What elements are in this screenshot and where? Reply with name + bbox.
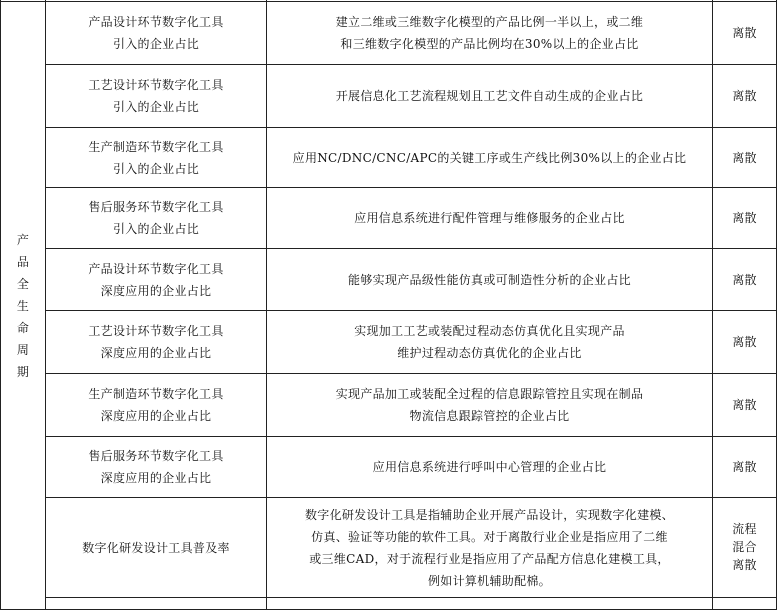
type-label: 流程 混合 离散 bbox=[732, 521, 757, 572]
type-cell bbox=[713, 498, 777, 598]
indicator-cell bbox=[46, 311, 267, 374]
description-text: 应用NC/DNC/CNC/APC的关键工序或生产线比例30%以上的企业占比 bbox=[292, 150, 687, 165]
indicator-cell bbox=[46, 249, 267, 311]
description-cell bbox=[267, 188, 713, 249]
description-cell bbox=[267, 128, 713, 188]
table-row bbox=[1, 2, 777, 65]
type-cell bbox=[713, 374, 777, 437]
type-cell bbox=[713, 598, 777, 610]
type-cell bbox=[713, 128, 777, 188]
description-text: 应用信息系统进行呼叫中心管理的企业占比 bbox=[372, 460, 607, 474]
indicator-label: 售后服务环节数字化工具 引入的企业占比 bbox=[88, 200, 224, 236]
description-text: 应用信息系统进行配件管理与维修服务的企业占比 bbox=[354, 211, 625, 225]
description-cell bbox=[267, 374, 713, 437]
description-text: 数字化研发设计工具是指辅助企业开展产品设计，实现数字化建模、 仿真、验证等功能的软件工具。对于离散行业企业是指应用了二维 或三维CAD，对于流程行业是指应用了产品配方信息化建模工具， 例如计算机辅助配棉。 bbox=[304, 507, 674, 588]
table-row bbox=[1, 188, 777, 249]
type-cell bbox=[713, 65, 777, 128]
type-label: 离散 bbox=[732, 460, 757, 474]
table-row bbox=[1, 498, 777, 598]
indicator-cell bbox=[46, 2, 267, 65]
indicator-label: 产品设计环节数字化工具 深度应用的企业占比 bbox=[88, 261, 224, 298]
description-cell bbox=[267, 437, 713, 498]
indicator-cell bbox=[46, 374, 267, 437]
type-label: 离散 bbox=[732, 335, 757, 349]
indicator-cell bbox=[46, 437, 267, 498]
table-row-partial bbox=[1, 598, 777, 610]
description-text: 建立二维或三维数字化模型的产品比例一半以上，或二维 和三维数字化模型的产品比例均在30%以上的企业占比 bbox=[335, 15, 644, 51]
indicator-cell bbox=[46, 598, 267, 610]
description-text: 实现加工工艺或装配过程动态仿真优化且实现产品 维护过程动态仿真优化的企业占比 bbox=[354, 324, 625, 360]
indicator-label: 生产制造环节数字化工具 深度应用的企业占比 bbox=[88, 387, 224, 423]
indicator-cell bbox=[46, 128, 267, 188]
indicator-label: 工艺设计环节数字化工具 引入的企业占比 bbox=[88, 78, 224, 114]
description-cell bbox=[267, 2, 713, 65]
indicator-cell bbox=[46, 65, 267, 128]
table-row bbox=[1, 128, 777, 188]
type-cell bbox=[713, 311, 777, 374]
table-row bbox=[1, 249, 777, 311]
table-row bbox=[1, 311, 777, 374]
indicator-label: 生产制造环节数字化工具 引入的企业占比 bbox=[88, 139, 224, 176]
description-cell bbox=[267, 249, 713, 311]
description-text: 开展信息化工艺流程规划且工艺文件自动生成的企业占比 bbox=[335, 89, 644, 103]
type-cell bbox=[713, 437, 777, 498]
type-label: 离散 bbox=[732, 272, 757, 287]
table-row bbox=[1, 65, 777, 128]
description-text: 能够实现产品级性能仿真或可制造性分析的企业占比 bbox=[348, 272, 631, 287]
type-label: 离散 bbox=[732, 89, 757, 103]
indicator-label: 数字化研发设计工具普及率 bbox=[82, 540, 230, 555]
description-cell bbox=[267, 65, 713, 128]
indicator-cell bbox=[46, 498, 267, 598]
category-cell bbox=[1, 2, 46, 610]
type-cell bbox=[713, 2, 777, 65]
table-row bbox=[1, 437, 777, 498]
type-cell bbox=[713, 249, 777, 311]
indicator-label: 工艺设计环节数字化工具 深度应用的企业占比 bbox=[88, 324, 224, 360]
description-text: 实现产品加工或装配全过程的信息跟踪管控且实现在制品 物流信息跟踪管控的企业占比 bbox=[335, 387, 644, 423]
description-cell bbox=[267, 498, 713, 598]
indicator-label: 产品设计环节数字化工具 引入的企业占比 bbox=[88, 15, 224, 51]
type-label: 离散 bbox=[732, 398, 757, 412]
type-label: 离散 bbox=[732, 150, 757, 165]
category-label: 产品全生命周期 bbox=[16, 232, 30, 379]
indicator-cell bbox=[46, 188, 267, 249]
type-cell bbox=[713, 188, 777, 249]
type-label: 离散 bbox=[732, 211, 757, 225]
table-row bbox=[1, 374, 777, 437]
type-label: 离散 bbox=[732, 26, 757, 40]
indicator-label: 售后服务环节数字化工具 深度应用的企业占比 bbox=[88, 449, 224, 485]
description-cell bbox=[267, 598, 713, 610]
description-cell bbox=[267, 311, 713, 374]
